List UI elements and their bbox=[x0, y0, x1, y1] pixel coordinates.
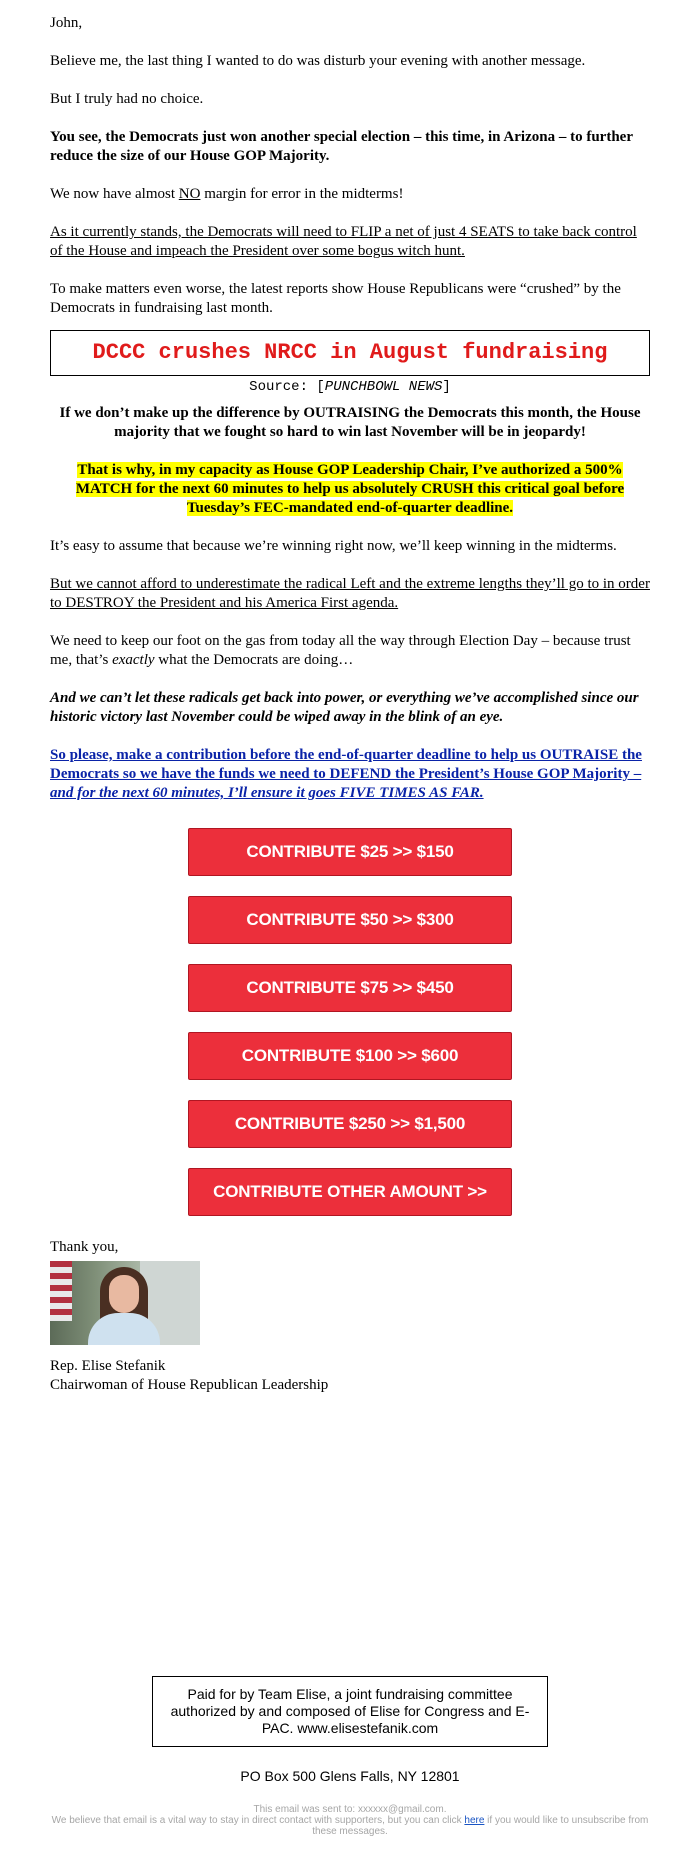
paragraph-fundraising-report: To make matters even worse, the latest reports show House Republicans were “crushed” by the Democrats in fundraising last month. bbox=[50, 281, 621, 316]
unsubscribe-text bbox=[50, 1815, 650, 1837]
headline-box bbox=[50, 330, 650, 376]
paragraph-outraise: If we don’t make up the difference by OUTRAISING the Democrats this month, the House majority that we fought so hard to win last November will be in jeopardy! bbox=[59, 405, 641, 440]
paragraph-special-election: You see, the Democrats just won another special election – this time, in Arizona – to further reduce the size of our House GOP Majority. bbox=[50, 129, 633, 164]
headline-source bbox=[50, 378, 650, 396]
portrait-face bbox=[109, 1275, 139, 1313]
gas-text-emphasis: exactly bbox=[112, 652, 155, 668]
margin-text-before: We now have almost bbox=[50, 186, 179, 202]
contribute-250-button[interactable]: CONTRIBUTE $250 >> $1,500 bbox=[188, 1100, 512, 1148]
unsubscribe-before: We believe that email is a vital way to stay in direct contact with supporters, but you can click bbox=[51, 1815, 465, 1826]
paragraph-easy-assume: It’s easy to assume that because we’re winning right now, we’ll keep winning in the midterms. bbox=[50, 538, 617, 554]
contribute-25-button[interactable]: CONTRIBUTE $25 >> $150 bbox=[188, 828, 512, 876]
margin-no-word: NO bbox=[178, 186, 201, 202]
source-suffix: ] bbox=[442, 379, 451, 395]
paid-for-box bbox=[152, 1676, 548, 1747]
source-prefix: Source: [ bbox=[249, 379, 325, 395]
paragraph-no-choice: But I truly had no choice. bbox=[50, 91, 204, 107]
contribute-link-text: So please, make a contribution before the end-of-quarter deadline to help us OUTRAISE the Democrats so we have the funds we need to DEFEND the President’s House GOP Majority – bbox=[50, 747, 642, 782]
paragraph-contribute-link bbox=[50, 746, 650, 803]
flag-icon bbox=[50, 1261, 72, 1321]
radicals-text: And we can’t let these radicals get back into power, or everything we’ve accomplished since our historic victory last November could be wiped away in the blink of an eye. bbox=[50, 690, 639, 725]
signature-name: Rep. Elise Stefanik bbox=[50, 1358, 166, 1374]
paragraph-radicals bbox=[50, 689, 650, 727]
fine-print bbox=[50, 1804, 650, 1837]
paragraph-intro: Believe me, the last thing I wanted to do was disturb your evening with another message. bbox=[50, 53, 586, 69]
mailing-address: PO Box 500 Glens Falls, NY 12801 bbox=[240, 1768, 460, 1784]
paragraph-margin bbox=[50, 185, 650, 204]
contribute-link-italic: and for the next 60 minutes, I’ll ensure it goes FIVE TIMES AS FAR. bbox=[50, 785, 484, 801]
contribute-other-button[interactable]: CONTRIBUTE OTHER AMOUNT >> bbox=[188, 1168, 512, 1216]
paragraph-underestimate: But we cannot afford to underestimate the radical Left and the extreme lengths they’ll go to in order to DESTROY the President and his America First agenda. bbox=[50, 576, 650, 611]
paragraph-foot-on-gas bbox=[50, 632, 650, 670]
contribute-50-button[interactable]: CONTRIBUTE $50 >> $300 bbox=[188, 896, 512, 944]
paragraph-match bbox=[50, 461, 650, 518]
gas-text-after: what the Democrats are doing… bbox=[154, 652, 354, 668]
match-highlight: That is why, in my capacity as House GOP Leadership Chair, I’ve authorized a 500% MATCH for the next 60 minutes to help us absolutely CRUSH this critical goal before Tuesday’s FEC-mandated end-of-quarter deadline. bbox=[75, 462, 625, 516]
unsubscribe-link[interactable]: here bbox=[464, 1815, 485, 1826]
contribute-buttons bbox=[50, 828, 650, 1216]
paid-for-text: Paid for by Team Elise, a joint fundraising committee authorized by and composed of Elise for Congress and E-PAC. www.elisestefanik.com bbox=[170, 1686, 530, 1736]
headline-text: DCCC crushes NRCC in August fundraising bbox=[92, 340, 608, 365]
gas-text-before: We need to keep our foot on the gas from today all the way through Election Day – because trust me, that’s bbox=[50, 633, 631, 668]
source-name: PUNCHBOWL NEWS bbox=[324, 379, 443, 395]
margin-text-after: margin for error in the midterms! bbox=[200, 186, 404, 202]
contribute-100-button[interactable]: CONTRIBUTE $100 >> $600 bbox=[188, 1032, 512, 1080]
email-body bbox=[50, 14, 650, 1395]
sent-to-text: This email was sent to: xxxxxx@gmail.com. bbox=[253, 1804, 447, 1815]
signature-title: Chairwoman of House Republican Leadership bbox=[50, 1377, 329, 1393]
paragraph-flip-seats: As it currently stands, the Democrats will need to FLIP a net of just 4 SEATS to take back control of the House and impeach the President over some bogus witch hunt. bbox=[50, 224, 637, 259]
contribute-75-button[interactable]: CONTRIBUTE $75 >> $450 bbox=[188, 964, 512, 1012]
unsubscribe-after: if you would like to unsubscribe from these messages. bbox=[312, 1815, 649, 1837]
contribute-link[interactable] bbox=[50, 747, 642, 801]
signature-photo bbox=[50, 1261, 200, 1345]
greeting: John, bbox=[50, 15, 83, 31]
closing: Thank you, bbox=[50, 1239, 119, 1255]
